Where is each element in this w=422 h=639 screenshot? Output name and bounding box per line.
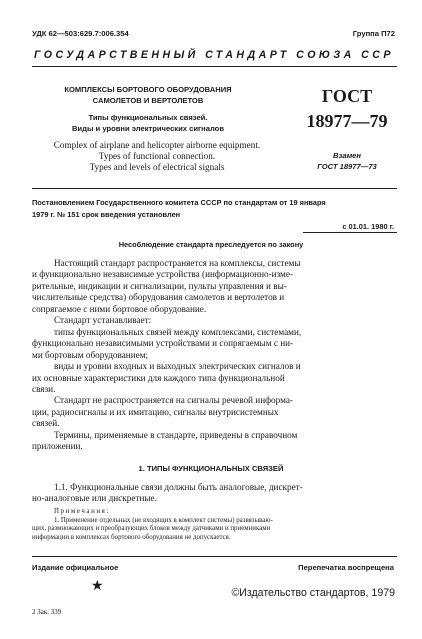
udk-code: УДК 62—503:629.7:006.354 xyxy=(32,29,129,38)
replaces-number: ГОСТ 18977—73 xyxy=(317,162,377,171)
decree-line-2: 1979 г. № 151 срок введения установлен xyxy=(32,210,181,219)
section-1-heading: 1. ТИПЫ ФУНКЦИОНАЛЬНЫХ СВЯЗЕЙ xyxy=(138,464,284,473)
title-line-4: Виды и уровни электрических сигналов xyxy=(71,124,224,133)
body-line: но-аналоговые или дискретные. xyxy=(32,493,157,504)
gost-number: 18977—79 xyxy=(306,111,388,131)
note-line: щих, размножающих и преобразующих блоков между датчиками и приемниками xyxy=(32,525,271,532)
section-1-text xyxy=(32,482,392,505)
english-title-line-3: Types and levels of electrical signals xyxy=(89,162,225,172)
body-line: Стандарт устанавливает: xyxy=(54,315,152,326)
english-title-line-2: Types of functional connection. xyxy=(98,151,216,161)
title-line-3: Типы функциональных связей. xyxy=(88,113,208,122)
body-line: Стандарт не распространяется на сигналы речевой информа- xyxy=(54,395,293,406)
header-rule-bottom xyxy=(32,188,397,189)
body-line: ции, радиосигналы и их имитацию, сигналы внутрисистемных xyxy=(32,406,279,417)
body-line: виды и уровни входных и выходных электрических сигналов и xyxy=(54,361,301,372)
body-line: Термины, применяемые в стандарте, приведены в справочном xyxy=(54,429,298,440)
body-line: и функционально независимые устройства (информационно-изме- xyxy=(32,269,294,280)
note-line: 1. Применение отдельных (не входящих в комплект системы) развязываю- xyxy=(54,516,273,524)
copyright: ©Издательство стандартов, 1979 xyxy=(231,587,395,599)
body-line: приложении. xyxy=(32,441,83,452)
date-underline xyxy=(303,232,397,233)
body-line: ми бортовым оборудованием; xyxy=(32,349,149,360)
replaces-label: Взамен xyxy=(332,151,361,160)
body-line: их основные характеристики для каждого типа функциональной xyxy=(32,372,285,383)
notes-block xyxy=(32,508,392,542)
group-code: Группа П72 xyxy=(352,29,395,38)
body-line: связи. xyxy=(32,383,56,394)
footer-rule xyxy=(32,556,397,557)
header-rule-top xyxy=(32,66,397,67)
gost-label: ГОСТ xyxy=(321,86,373,106)
legal-notice: Несоблюдение стандарта преследуется по закону xyxy=(118,240,304,249)
body-line: рительные, индикации и сигнализации, пульты управления и вы- xyxy=(32,280,287,291)
reprint-prohibited: Перепечатка воспрещена xyxy=(298,563,394,572)
english-title-block xyxy=(32,140,282,173)
star-icon: ★ xyxy=(91,579,104,594)
intro-text xyxy=(32,258,392,453)
official-edition: Издание официальное xyxy=(32,563,119,572)
title-line-1: КОМПЛЕКСЫ БОРТОВОГО ОБОРУДОВАНИЯ xyxy=(64,85,232,94)
english-title-line-1: Complex of airplane and helicopter airborne equipment. xyxy=(53,140,261,150)
title-line-2: САМОЛЕТОВ И ВЕРТОЛЕТОВ xyxy=(92,96,204,105)
replaces-block xyxy=(290,150,404,172)
body-line: типы функциональных связей между комплексами, системами, xyxy=(54,326,302,337)
order-number: 2 Зак. 339 xyxy=(32,608,62,616)
body-line: связей. xyxy=(32,418,60,429)
decree-line-1: Постановлением Государственного комитета СССР по стандартам от 19 января xyxy=(32,198,326,207)
body-line: функционально независимыми устройствами и сопрягаемым с ни- xyxy=(32,338,294,349)
body-line: 1.1. Функциональные связи должны быть аналоговые, дискрет- xyxy=(54,482,303,492)
effective-date: с 01.01. 1980 г. xyxy=(342,222,394,231)
state-standard-heading: ГОСУДАРСТВЕННЫЙ СТАНДАРТ СОЮЗА ССР xyxy=(34,49,394,61)
notes-label: Примечания: xyxy=(54,508,110,515)
title-block xyxy=(32,84,264,134)
note-line: информации в комплексах бортового оборудования не допускается. xyxy=(32,533,231,541)
body-line: числительные средства) оборудования самолетов и вертолетов и xyxy=(32,292,285,303)
body-line: Настоящий стандарт распространяется на комплексы, системы xyxy=(54,258,301,268)
body-line: сопрягаемое с ними бортовое оборудование. xyxy=(32,303,207,314)
